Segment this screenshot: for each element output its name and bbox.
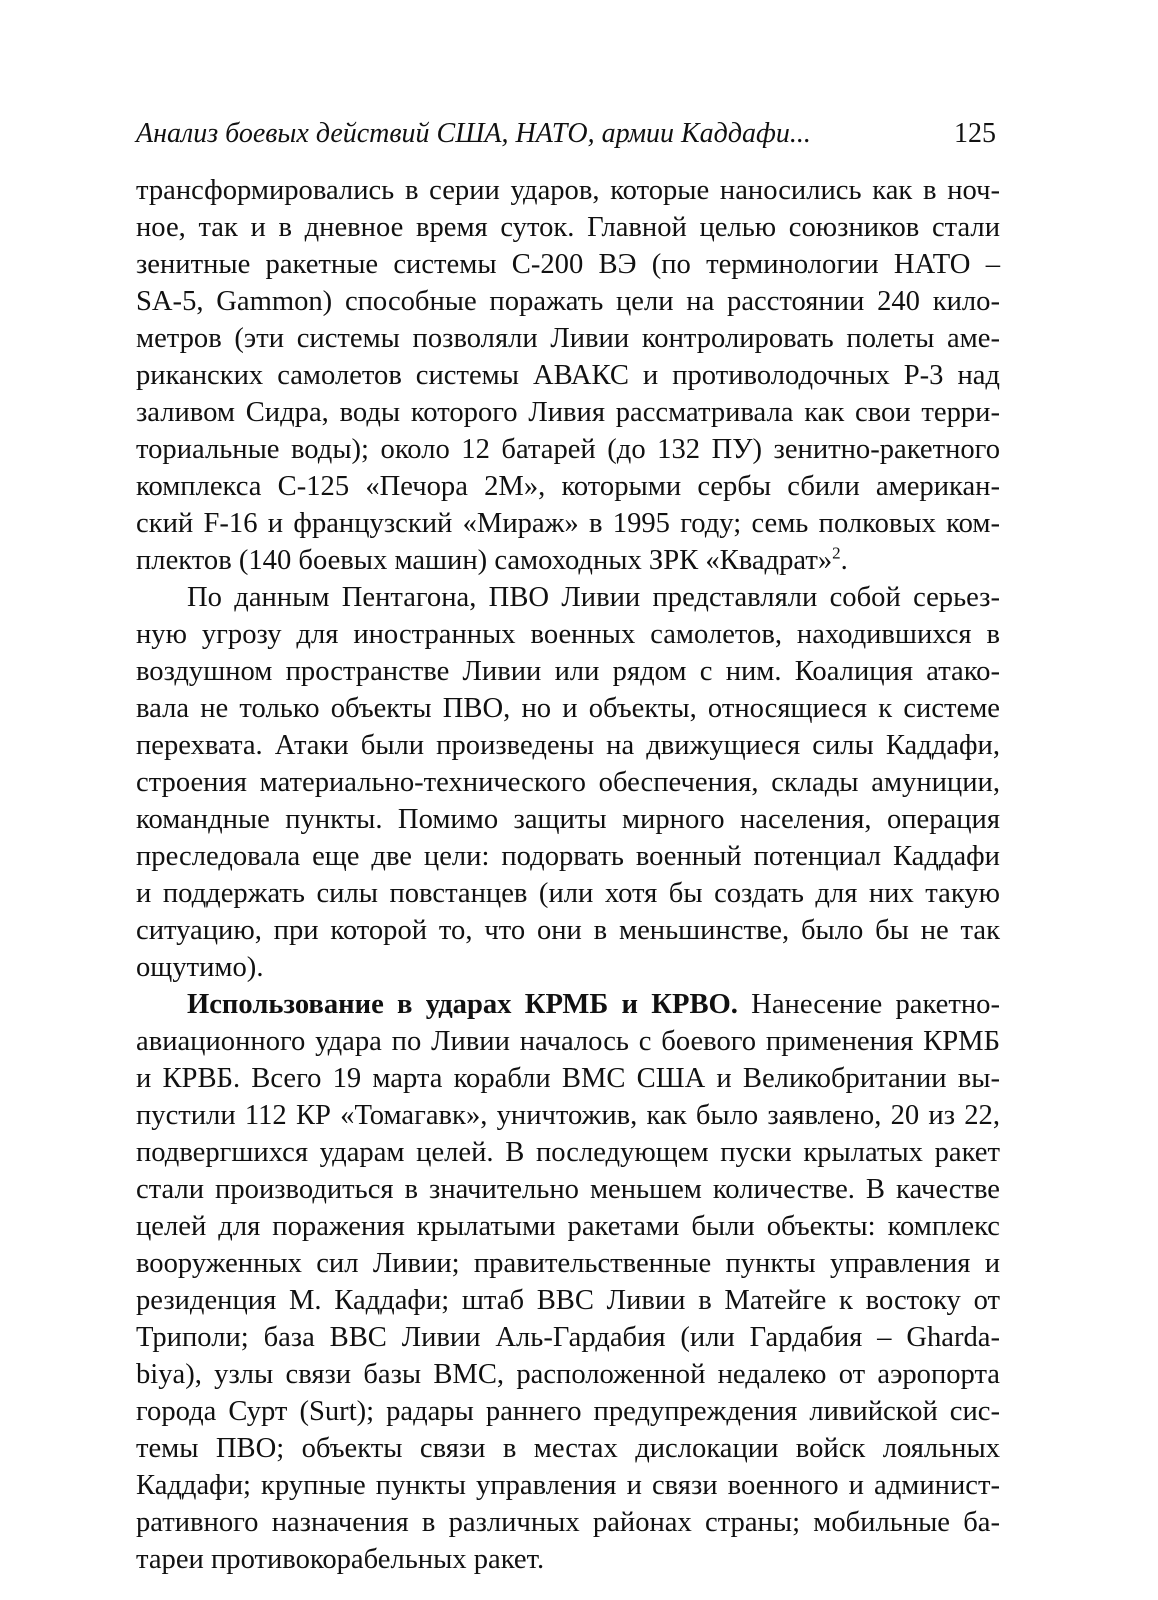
text-line: резиденция М. Каддафи; штаб ВВС Ливии в Матейге к востоку от xyxy=(136,1285,1000,1316)
text-line xyxy=(136,986,1000,1023)
book-page xyxy=(136,118,1000,1578)
paragraph-3 xyxy=(136,986,1000,1578)
text-line: заливом Сидра, воды которого Ливия рассматривала как свои терри- xyxy=(136,397,1000,428)
text-line: командные пункты. Помимо защиты мирного населения, операция xyxy=(136,804,1000,835)
text-line: Триполи; база ВВС Ливии Аль-Гардабия (или Гардабия – Gharda- xyxy=(136,1322,1000,1353)
running-title: Анализ боевых действий США, НАТО, армии Каддафи... xyxy=(136,118,811,149)
text-line: ративного назначения в различных районах страны; мобильные ба- xyxy=(136,1507,1000,1538)
page-number: 125 xyxy=(954,118,996,149)
text-segment: плектов (140 боевых машин) самоходных ЗРК «Квадрат» xyxy=(136,545,833,576)
text-line: метров (эти системы позволяли Ливии контролировать полеты аме- xyxy=(136,323,1000,354)
text-line: и КРВБ. Всего 19 марта корабли ВМС США и Великобритании вы- xyxy=(136,1063,1000,1094)
paragraph-2 xyxy=(136,579,1000,986)
text-segment: . xyxy=(840,545,848,576)
text-line: ториальные воды); около 12 батарей (до 132 ПУ) зенитно-ракетного xyxy=(136,434,1000,465)
text-line-last: тареи противокорабельных ракет. xyxy=(136,1544,545,1575)
body-text xyxy=(136,172,1000,1578)
text-line: вооруженных сил Ливии; правительственные пункты управления и xyxy=(136,1248,1000,1279)
text-line: воздушном пространстве Ливии или рядом с ним. Коалиция атако- xyxy=(136,656,1000,687)
text-line: Каддафи; крупные пункты управления и связи военного и админист- xyxy=(136,1470,1000,1501)
text-line: По данным Пентагона, ПВО Ливии представляли собой серьез- xyxy=(187,582,1000,613)
text-line-last: ощутимо). xyxy=(136,952,264,983)
text-line: преследовала еще две цели: подорвать военный потенциал Каддафи xyxy=(136,841,1000,872)
text-line: SA-5, Gammon) способные поражать цели на расстоянии 240 кило- xyxy=(136,286,1000,317)
text-line: вала не только объекты ПВО, но и объекты, относящиеся к системе xyxy=(136,693,1000,724)
text-line: города Сурт (Surt); радары раннего предупреждения ливийской сис- xyxy=(136,1396,1000,1427)
text-line: целей для поражения крылатыми ракетами были объекты: комплекс xyxy=(136,1211,1000,1242)
text-line: ную угрозу для иностранных военных самолетов, находившихся в xyxy=(136,619,1000,650)
text-line: трансформировались в серии ударов, которые наносились как в ноч- xyxy=(136,175,1000,206)
text-line: строения материально-технического обеспечения, склады амуниции, xyxy=(136,767,1000,798)
text-line: стали производиться в значительно меньшем количестве. В качестве xyxy=(136,1174,1000,1205)
section-heading: Использование в ударах КРМБ и КРВО. xyxy=(187,989,738,1020)
running-header xyxy=(136,118,1000,172)
text-line: ное, так и в дневное время суток. Главной целью союзников стали xyxy=(136,212,1000,243)
footnote-marker: 2 xyxy=(832,543,841,563)
text-line: подвергшихся ударам целей. В последующем пуски крылатых ракет xyxy=(136,1137,1000,1168)
text-line: авиационного удара по Ливии началось с боевого применения КРМБ xyxy=(136,1026,1000,1057)
paragraph-1 xyxy=(136,172,1000,579)
text-line: риканских самолетов системы АВАКС и противолодочных Р-3 над xyxy=(136,360,1000,391)
text-line: темы ПВО; объекты связи в местах дислокации войск лояльных xyxy=(136,1433,1000,1464)
text-line-last xyxy=(136,542,1000,579)
text-line: перехвата. Атаки были произведены на движущиеся силы Каддафи, xyxy=(136,730,1000,761)
text-line: и поддержать силы повстанцев (или хотя бы создать для них такую xyxy=(136,878,1000,909)
text-line: пустили 112 КР «Томагавк», уничтожив, как было заявлено, 20 из 22, xyxy=(136,1100,1000,1131)
text-segment: Нанесение ракетно- xyxy=(737,989,1000,1020)
text-line: зенитные ракетные системы С-200 ВЭ (по терминологии НАТО – xyxy=(136,249,1000,280)
text-line: ситуацию, при которой то, что они в меньшинстве, было бы не так xyxy=(136,915,1000,946)
text-line: комплекса С-125 «Печора 2М», которыми сербы сбили американ- xyxy=(136,471,1000,502)
text-line: ский F-16 и французский «Мираж» в 1995 году; семь полковых ком- xyxy=(136,508,1000,539)
text-line: biya), узлы связи базы ВМС, расположенной недалеко от аэропорта xyxy=(136,1359,1000,1390)
